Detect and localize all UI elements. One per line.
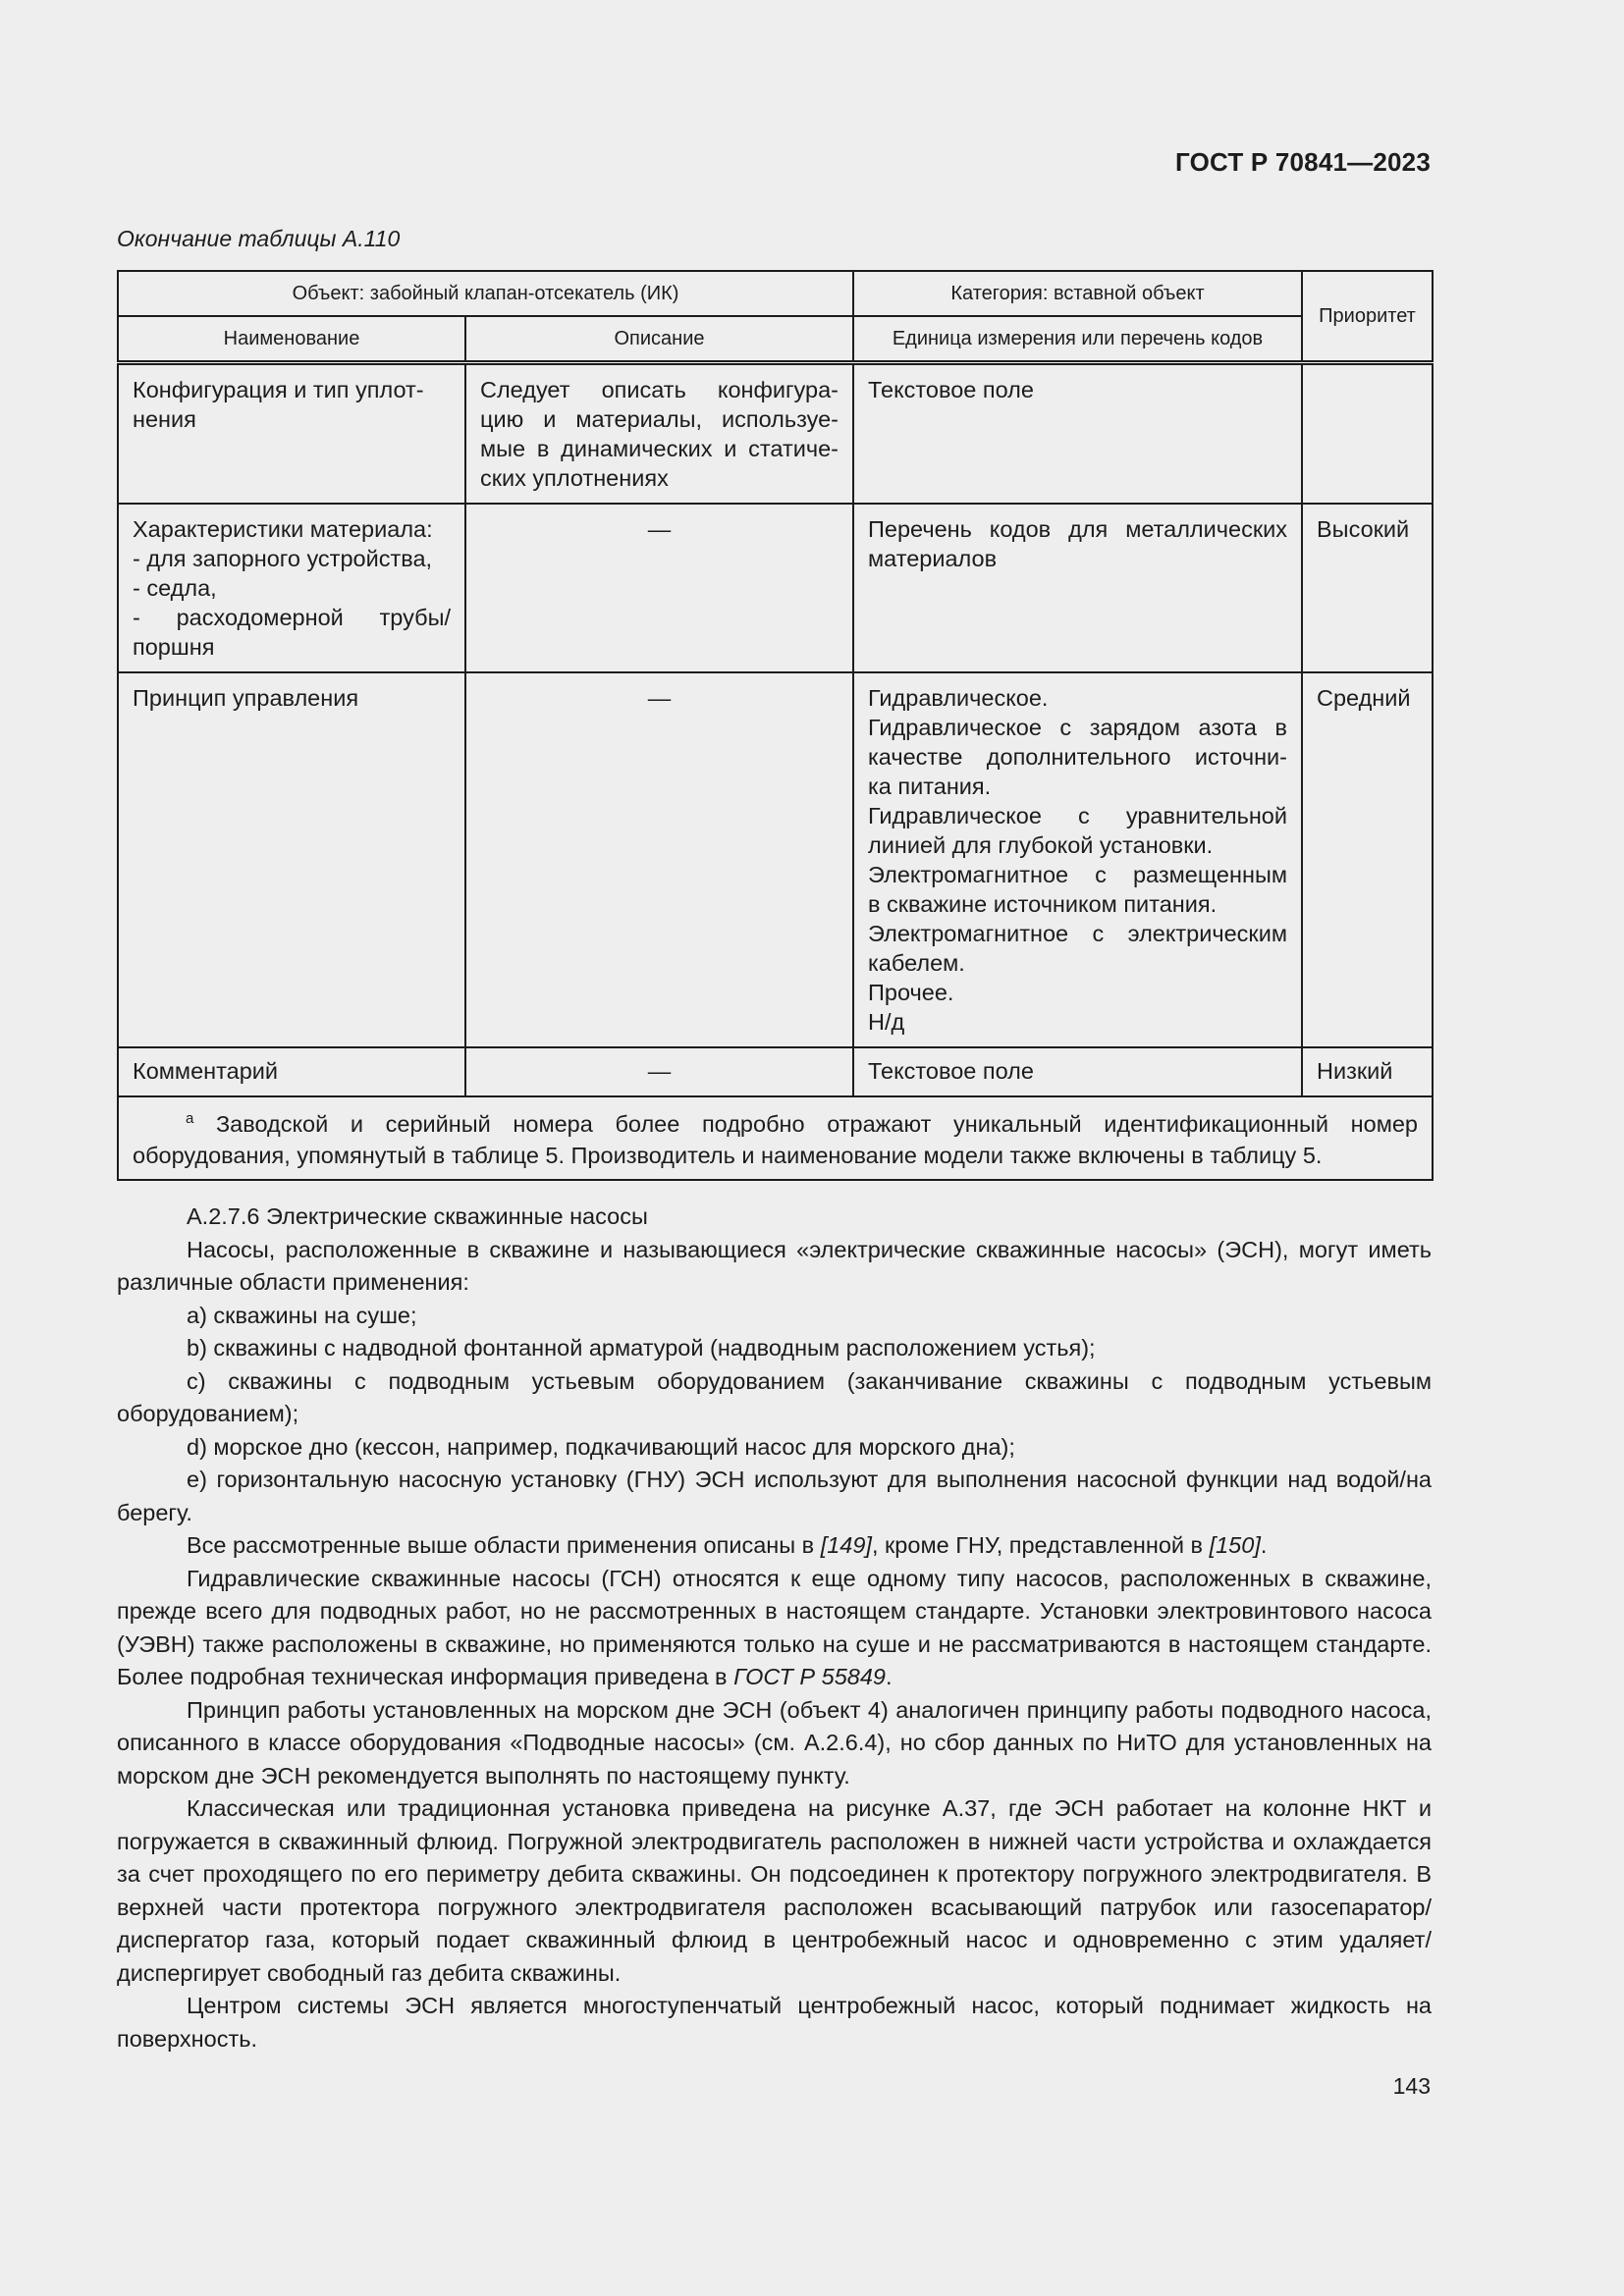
list-item: e) горизонтальную насосную установку (ГНУ) ЭСН используют для выполнения насосной функции над водой/на берегу. — [117, 1467, 1432, 1525]
list-item: c) скважины с подводным устьевым оборудованием (заканчивание скважины с подводным устьевым оборудованием); — [117, 1367, 1432, 1426]
text-run: , кроме ГНУ, представленной в — [871, 1532, 1210, 1558]
paragraph: Центром системы ЭСН является многоступенчатый центробежный насос, который поднимает жидкость на поверхность. — [117, 1993, 1432, 2052]
cell-desc — [465, 363, 853, 505]
cell-line: - для запорного устройства, — [133, 546, 433, 571]
cell-unit — [853, 1047, 1302, 1096]
table-header-row-2 — [118, 316, 1433, 363]
header-col-name: Наименование — [118, 316, 465, 363]
cell-line: мые в динамических и статиче- — [480, 436, 839, 461]
list-item: b) скважины с надводной фонтанной арматурой (надводным расположением устья); — [187, 1335, 1096, 1361]
cell-line: качестве дополнительного источни- — [868, 744, 1287, 770]
cell-name — [118, 672, 465, 1047]
cell-line: Н/д — [868, 1009, 905, 1035]
reference-link: [150] — [1209, 1532, 1261, 1558]
footnote-text: Заводской и серийный номера более подробно отражают уникальный идентификационный номер оборудования, упомянутый в таблице 5. Производитель и наименование модели также включены в таблицу 5. — [133, 1111, 1418, 1168]
cell-priority — [1302, 363, 1433, 505]
cell-line: цию и материалы, используе- — [480, 406, 839, 432]
paragraph: Принцип работы установленных на морском дне ЭСН (объект 4) аналогичен принципу работы подводного насоса, описанного в классе оборудования «Подводные насосы» (см. А.2.6.4), но сбор данных по НиТО для установленных на морском дне ЭСН рекомендуется выполнять по настоящему пункту. — [117, 1696, 1432, 1789]
cell-unit — [853, 504, 1302, 672]
cell-line: материалов — [868, 546, 998, 571]
cell-priority: Средний — [1302, 672, 1433, 1047]
text-run: . — [885, 1664, 893, 1689]
cell-line: Электромагнитное с электрическим — [868, 921, 1287, 946]
text-run: . — [1260, 1532, 1268, 1558]
paragraph — [117, 1529, 1432, 1563]
cell-desc — [465, 1047, 853, 1096]
table-row — [118, 363, 1433, 505]
table-footnote — [118, 1096, 1433, 1180]
cell-line: нения — [133, 406, 196, 432]
cell-line: Перечень кодов для металлических — [868, 516, 1287, 542]
cell-unit — [853, 363, 1302, 505]
cell-line: — — [647, 685, 672, 711]
cell-line: в скважине источником питания. — [868, 891, 1218, 917]
cell-line: ка питания. — [868, 774, 992, 799]
table-row — [118, 504, 1433, 672]
document-code: ГОСТ Р 70841—2023 — [1175, 147, 1431, 177]
table-caption: Окончание таблицы А.110 — [117, 226, 401, 251]
cell-line: Электромагнитное с размещенным — [868, 862, 1287, 887]
cell-line: линией для глубокой установки. — [868, 832, 1214, 858]
cell-priority: Низкий — [1302, 1047, 1433, 1096]
cell-line: Характеристики материала: — [133, 516, 433, 542]
cell-line: Принцип управления — [133, 685, 359, 711]
text-run: Гидравлические скважинные насосы (ГСН) относятся к еще одному типу насосов, расположенных в скважине, прежде всего для подводных работ, но не рассмотренных в настоящем стандарте. Установки электровинтового насоса (УЭВН) также расположены в скважине, но применяются только на суше и не рассматриваются в настоящем стандарте. Более подробная техническая информация приведена в — [117, 1565, 1432, 1689]
reference-link: [149] — [820, 1532, 872, 1558]
header-priority: Приоритет — [1302, 271, 1433, 363]
cell-priority: Высокий — [1302, 504, 1433, 672]
cell-line: - расходомерной трубы/ — [133, 605, 451, 630]
header-object: Объект: забойный клапан-отсекатель (ИК) — [118, 271, 853, 316]
header-category: Категория: вставной объект — [853, 271, 1302, 316]
cell-line: Текстовое поле — [868, 377, 1034, 402]
cell-line: Комментарий — [133, 1058, 279, 1084]
cell-line: — — [647, 516, 672, 542]
reference-link: ГОСТ Р 55849 — [733, 1664, 886, 1689]
table-row — [118, 672, 1433, 1047]
paragraph: Классическая или традиционная установка приведена на рисунке А.37, где ЭСН работает на колонне НКТ и погружается в скважинный флюид. Погружной электродвигатель расположен в нижней части устройства и охлаждается за счет проходящего по его периметру дебита скважины. Он подсоединен к протектору погружного электродвигателя. В верхней части протектора погружного электродвигателя расположен всасывающий патрубок или газосепаратор/диспергатор газа, который подает скважинный флюид в центробежный насос и одновременно с этим удаляет/диспергирует свободный газ дебита скважины. — [117, 1795, 1432, 1986]
cell-line: Текстовое поле — [868, 1058, 1034, 1084]
cell-line: Гидравлическое с зарядом азота в — [868, 715, 1287, 740]
list-item: a) скважины на суше; — [187, 1302, 417, 1328]
cell-line: Гидравлическое. — [868, 685, 1049, 711]
list-item: d) морское дно (кессон, например, подкачивающий насос для морского дна); — [187, 1433, 1015, 1460]
body-text — [117, 1201, 1432, 2056]
cell-name — [118, 504, 465, 672]
cell-line: Конфигурация и тип уплот- — [133, 377, 424, 402]
table-header-row-1 — [118, 271, 1433, 316]
cell-line: ских уплотнениях — [480, 465, 669, 491]
cell-line: — — [647, 1058, 672, 1084]
cell-unit — [853, 672, 1302, 1047]
cell-line: Прочее. — [868, 980, 954, 1005]
paragraph: Насосы, расположенные в скважине и называющиеся «электрические скважинные насосы» (ЭСН), могут иметь различные области применения: — [117, 1236, 1432, 1295]
cell-line: Следует описать конфигура- — [480, 377, 839, 402]
cell-desc — [465, 504, 853, 672]
cell-line: кабелем. — [868, 950, 965, 976]
header-col-unit: Единица измерения или перечень кодов — [853, 316, 1302, 363]
page-number: 143 — [1392, 2073, 1431, 2099]
table-footnote-row — [118, 1096, 1433, 1180]
cell-name — [118, 1047, 465, 1096]
data-table — [117, 270, 1434, 1181]
section-heading: А.2.7.6 Электрические скважинные насосы — [187, 1203, 648, 1229]
cell-line: поршня — [133, 634, 215, 660]
footnote-mark: a — [186, 1110, 194, 1127]
cell-desc — [465, 672, 853, 1047]
table-row — [118, 1047, 1433, 1096]
cell-line: - седла, — [133, 575, 217, 601]
paragraph — [117, 1563, 1432, 1694]
cell-line: Гидравлическое с уравнительной — [868, 803, 1287, 828]
text-run: Все рассмотренные выше области применения описаны в — [187, 1532, 821, 1558]
header-col-desc: Описание — [465, 316, 853, 363]
cell-name — [118, 363, 465, 505]
